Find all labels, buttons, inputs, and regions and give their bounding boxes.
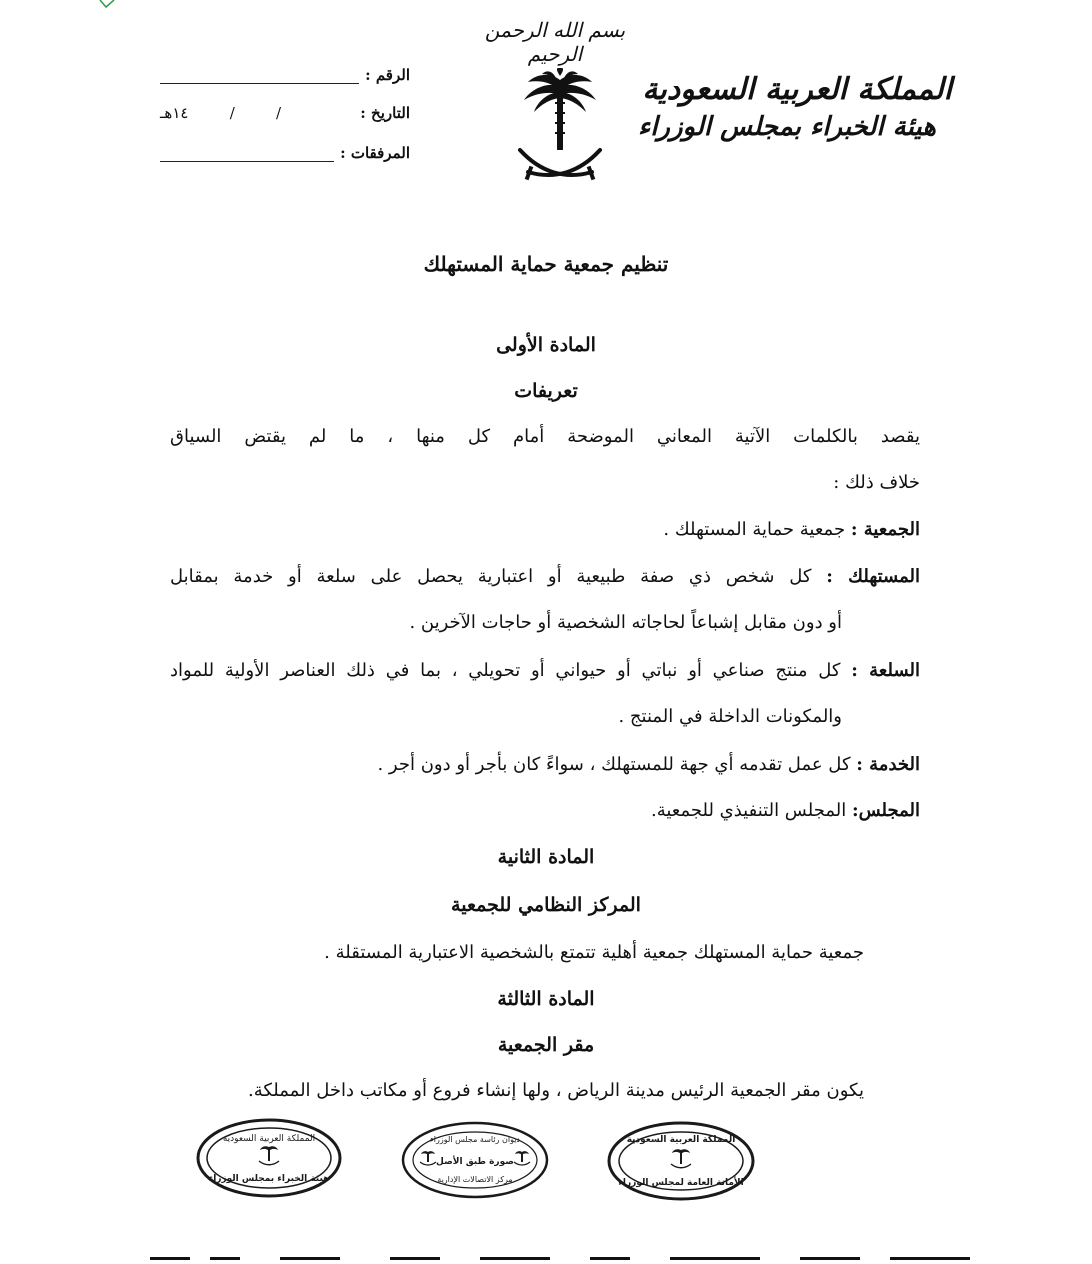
bureau-name: هيئة الخبراء بمجلس الوزراء (637, 112, 936, 142)
stamp-general-secretariat (606, 1120, 756, 1202)
definition-term: السلعة : (851, 660, 920, 681)
attachments-field (160, 144, 410, 162)
definition-term: المستهلك : (826, 566, 920, 587)
date-year: ١٤هـ (160, 104, 189, 122)
definition-text: كل منتج صناعي أو نباتي أو حيواني أو تحويلي ، بما في ذلك العناصر الأولية للمواد (170, 660, 852, 681)
stamp-middle-center-text: صورة طبق الأصل (436, 1157, 514, 1167)
attachments-label: المرفقات : (340, 144, 410, 162)
stamp-left-emblem-icon (259, 1146, 279, 1165)
date-field (160, 104, 410, 122)
kingdom-name: المملكة العربية السعودية (642, 72, 952, 107)
definition-text: كل عمل تقدمه أي جهة للمستهلك ، سواءً كان بأجر أو دون أجر . (377, 754, 857, 775)
definition-consumer (170, 566, 920, 587)
stamp-right-bottom-text: الأمانة العامة لمجلس الوزراء (618, 1178, 744, 1188)
reference-number-field (160, 66, 410, 84)
definition-commodity-cont: والمكونات الداخلة في المنتج . (618, 706, 842, 727)
article-1-intro-line-1: يقصد بالكلمات الآتية المعاني الموضحة أمام كل منها ، ما لم يقتض السياق (170, 426, 920, 447)
stamp-left-bottom-text: هيئة الخبراء بمجلس الوزراء (208, 1174, 330, 1184)
article-2-subheading: المركز النظامي للجمعية (451, 894, 641, 916)
article-1-intro-line-2: خلاف ذلك : (833, 472, 920, 493)
cropped-footer-text (150, 1254, 980, 1260)
article-2-text: جمعية حماية المستهلك جمعية أهلية تتمتع بالشخصية الاعتبارية المستقلة . (324, 942, 864, 963)
definition-council (651, 800, 920, 821)
stamp-cabinet-presidency (400, 1120, 550, 1200)
article-1-subheading: تعريفات (514, 380, 578, 402)
date-sep-1: / (276, 104, 282, 122)
definition-term: المجلس: (851, 800, 920, 821)
document-title: تنظيم جمعية حماية المستهلك (423, 252, 669, 276)
article-3-subheading: مقر الجمعية (497, 1034, 595, 1056)
saudi-emblem-icon (510, 68, 610, 193)
corner-mark-icon (98, 0, 118, 10)
definition-text: كل شخص ذي صفة طبيعية أو اعتبارية يحصل على سلعة أو خدمة بمقابل (170, 566, 827, 587)
reference-line (160, 82, 359, 84)
definition-service (377, 754, 920, 775)
stamp-middle-top-text: ديوان رئاسة مجلس الوزراء (430, 1135, 520, 1144)
article-3-heading: المادة الثالثة (497, 988, 595, 1010)
definition-consumer-cont: أو دون مقابل إشباعاً لحاجاته الشخصية أو حاجات الآخرين . (409, 612, 842, 633)
article-3-text: يكون مقر الجمعية الرئيس مدينة الرياض ، ولها إنشاء فروع أو مكاتب داخل المملكة. (247, 1080, 864, 1101)
definition-text: المجلس التنفيذي للجمعية. (650, 800, 852, 821)
stamp-experts-bureau (195, 1117, 343, 1199)
stamp-left-top-text: المملكة العربية السعودية (222, 1134, 316, 1144)
definition-term: الخدمة : (856, 754, 920, 775)
definition-text: جمعية حماية المستهلك . (663, 519, 851, 540)
date-sep-2: / (229, 104, 235, 122)
attachments-line (160, 160, 334, 162)
article-2-heading: المادة الثانية (497, 846, 595, 868)
definition-association (663, 519, 920, 540)
article-1-heading: المادة الأولى (496, 334, 596, 356)
reference-label: الرقم : (365, 66, 410, 84)
basmala: بسم الله الرحمن الرحيم (484, 18, 626, 66)
date-label: التاريخ : (360, 104, 410, 122)
definition-term: الجمعية : (850, 519, 920, 540)
stamp-middle-bottom-text: مركز الاتصالات الإدارية (437, 1175, 513, 1184)
date-value (160, 104, 352, 122)
definition-commodity (170, 660, 920, 681)
stamp-right-top-text: المملكة العربية السعودية (626, 1135, 736, 1145)
stamp-right-emblem-icon (671, 1149, 691, 1168)
